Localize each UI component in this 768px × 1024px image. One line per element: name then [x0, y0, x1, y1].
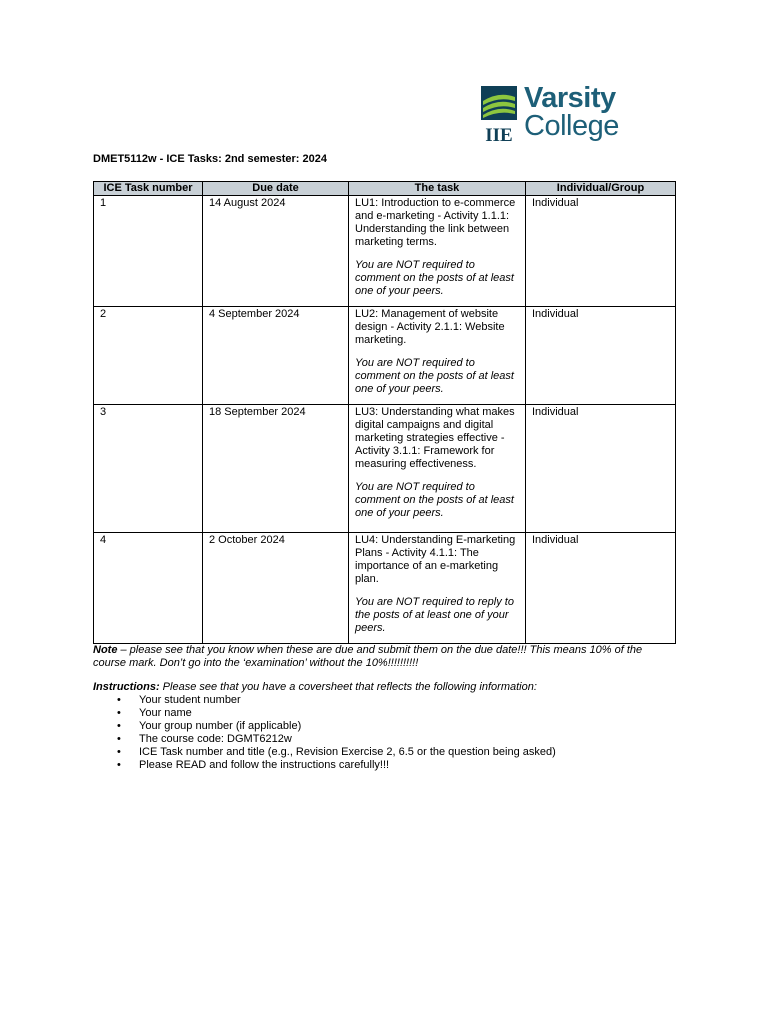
instructions-label: Instructions: — [93, 681, 160, 693]
list-item: • Your name — [93, 707, 556, 720]
task-description: LU1: Introduction to e-commerce and e-marketing - Activity 1.1.1: Understanding the link between marketing terms. — [355, 197, 516, 248]
type-cell: Individual — [526, 533, 676, 644]
due-date-cell: 2 October 2024 — [203, 533, 349, 644]
due-date-cell: 14 August 2024 — [203, 196, 349, 307]
due-date-cell: 18 September 2024 — [203, 405, 349, 533]
iie-logo-icon — [481, 86, 517, 144]
instructions-lead — [93, 681, 556, 694]
ice-tasks-table — [93, 181, 676, 644]
type-cell: Individual — [526, 405, 676, 533]
list-item: • Your group number (if applicable) — [93, 720, 556, 733]
table-row — [94, 196, 676, 307]
document-title: DMET5112w - ICE Tasks: 2nd semester: 2024 — [93, 153, 327, 165]
task-description: LU4: Understanding E-marketing Plans - Activity 4.1.1: The importance of an e-marketing plan. — [355, 534, 516, 585]
list-item: • Please READ and follow the instructions carefully!!! — [93, 759, 556, 772]
table-row — [94, 533, 676, 644]
task-note: You are NOT required to comment on the posts of at least one of your peers. — [355, 357, 514, 395]
table-header-row — [94, 182, 676, 196]
task-note: You are NOT required to comment on the posts of at least one of your peers. — [355, 481, 514, 519]
list-item: • ICE Task number and title (e.g., Revision Exercise 2, 6.5 or the question being asked) — [93, 746, 556, 759]
due-date-cell: 4 September 2024 — [203, 307, 349, 405]
header-individual-group: Individual/Group — [526, 182, 676, 196]
coversheet-list — [93, 694, 556, 772]
table-row — [94, 307, 676, 405]
task-cell — [349, 533, 526, 644]
task-description: LU2: Management of website design - Activity 2.1.1: Website marketing. — [355, 308, 505, 346]
task-note: You are NOT required to reply to the posts of at least one of your peers. — [355, 596, 514, 634]
task-number-cell: 3 — [94, 405, 203, 533]
logo-line-college: College — [524, 110, 619, 142]
note-label: Note — [93, 644, 118, 656]
note-text: – please see that you know when these are due and submit them on the due date!!! This means 10% of the course mark. Don’t go into the ‘examination’ without the 10%!!!!!!!!!! — [93, 644, 643, 669]
type-cell: Individual — [526, 196, 676, 307]
task-cell — [349, 196, 526, 307]
logo-line-varsity: Varsity — [524, 82, 616, 114]
task-note: You are NOT required to comment on the posts of at least one of your peers. — [355, 259, 514, 297]
type-cell: Individual — [526, 307, 676, 405]
header-due-date: Due date — [203, 182, 349, 196]
logo-wordmark — [524, 84, 619, 140]
varsity-college-logo — [481, 82, 641, 146]
task-description: LU3: Understanding what makes digital campaigns and digital marketing strategies effective - Activity 3.1.1: Framework for measuring effectiveness. — [355, 406, 515, 470]
list-item: • Your student number — [93, 694, 556, 707]
task-cell — [349, 405, 526, 533]
header-the-task: The task — [349, 182, 526, 196]
due-date-note — [93, 644, 673, 670]
task-number-cell: 2 — [94, 307, 203, 405]
task-number-cell: 4 — [94, 533, 203, 644]
svg-text:IIE: IIE — [485, 125, 513, 144]
task-number-cell: 1 — [94, 196, 203, 307]
table-row — [94, 405, 676, 533]
list-item: • The course code: DGMT6212w — [93, 733, 556, 746]
instructions-section — [93, 681, 556, 772]
task-cell — [349, 307, 526, 405]
instructions-text: Please see that you have a coversheet that reflects the following information: — [159, 681, 537, 693]
header-task-number: ICE Task number — [94, 182, 203, 196]
